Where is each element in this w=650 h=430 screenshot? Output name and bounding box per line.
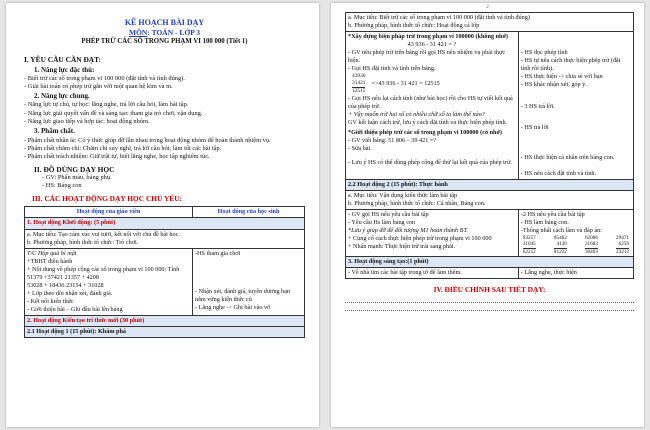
text-line: - GV gọi HS nêu yêu cầu bài tập xyxy=(348,210,429,218)
text-line: - Phẩm chất trách nhiệm: Giữ trật tự, biết lắng nghe, học tập nghiêm túc. xyxy=(24,153,210,161)
text-line: - GV viết bảng: 51 806 – 39 421 =? xyxy=(348,137,437,144)
text-line: - HS đọc phép tính xyxy=(520,49,568,57)
section-3-title: III. CÁC HOẠT ĐỘNG DẠY HỌC CHỦ YẾU: xyxy=(32,193,183,203)
activity-1-title: 1. Hoạt động Khởi động: (5 phút) xyxy=(25,218,305,229)
text-line: -2 HS nêu yêu cầu bài tập xyxy=(520,210,585,218)
text-line: - HS thực hiện -> chia sẻ với bạn xyxy=(520,73,603,81)
calc-line: 31421 xyxy=(352,80,366,87)
text-line: - 3 HS trả lời. xyxy=(520,103,555,111)
note-line: *Lưu ý giúp đỡ để đối tượng M1 hoàn thành BT. xyxy=(348,227,468,234)
column-subtraction xyxy=(523,235,536,255)
calc-line: 43936 xyxy=(352,73,366,80)
teacher-column-header: Hoạt động của giáo viên xyxy=(25,207,193,218)
teacher-cell xyxy=(346,209,519,256)
difference: 30403 xyxy=(584,248,598,255)
text-line: - Năng lực giải quyết vấn đề và sáng tạo: tham gia trò chơi, vận dụng. xyxy=(24,109,203,117)
section-1-1-title: 1. Năng lực đặc thù: xyxy=(34,65,95,74)
answer-calculations xyxy=(521,235,631,255)
subsection-title: *Giới thiệu phép trừ các số trong phạm vi 100000 (có nhớ) xyxy=(348,128,502,136)
expression: 43 936 - 31 421 = ? xyxy=(407,41,457,49)
subtrahend: 31045 xyxy=(522,241,536,248)
difference: 81232 xyxy=(553,248,567,255)
text-line: a. Mục tiêu: Tạo cảm xúc vui tươi, kết nối với chủ đề bài học. xyxy=(27,230,180,238)
text-line: - Phẩm chất chăm chỉ: Chăm chỉ suy nghĩ, trả lời câu hỏi; làm tốt các bài tập. xyxy=(24,144,222,152)
teacher-cell: - Về nhà tìm các bài tập trong tờ để làm thêm. xyxy=(346,267,519,278)
text-line: - Giải bài toán có phép trừ gắn với một quan hệ kim và m. xyxy=(24,83,173,91)
text-line: GV kết luận cách trừ, lưu ý cách đặt tính và thực hiện phép tính. xyxy=(348,118,508,126)
text-line: - Sửa bài. xyxy=(348,145,372,153)
text-line: T/C Hộp quà bí mật xyxy=(27,249,77,257)
subtrahend: 4130 xyxy=(554,241,567,248)
text-line: - Lắng nghe -> Ghi bài vào vở xyxy=(195,303,271,311)
subject-line xyxy=(24,28,305,38)
text-line: a. Mục tiêu: Biết trừ các số trong phạm vi 100 000 (đặt tính và tính đúng) xyxy=(348,14,530,21)
column-subtraction xyxy=(616,235,629,255)
column-subtraction xyxy=(585,235,598,255)
text-line: b. Phương pháp, hình thức tổ chức: Trò chơi. xyxy=(27,238,139,246)
activity-2-2-goals xyxy=(346,190,634,209)
minuend: 29471 xyxy=(616,235,629,242)
text-line: - Kết nối kiến thức xyxy=(27,298,74,306)
activity-2-1-goals xyxy=(346,13,634,32)
text-line: - Yêu cầu Hs làm bảng con xyxy=(348,218,416,226)
text-line: -HS tham gia chơi xyxy=(195,249,241,257)
text-line: - Năng lực tự chủ, tự học: lắng nghe, trả lời câu hỏi, làm bài tập. xyxy=(24,101,189,109)
calc-line: 12515 xyxy=(352,87,366,94)
text-line: - HS thực hiện cá nhân trên bảng con. xyxy=(520,153,615,161)
student-cell xyxy=(518,32,633,180)
minuend: 62086 xyxy=(584,235,598,242)
student-column-header: Hoạt động của học sinh xyxy=(193,207,305,218)
subsection-title: *Xây dựng biện pháp trừ trong phạm vi 100000 (không nhớ) xyxy=(348,33,508,41)
text-line: - HS khác nhận xét, góp ý. xyxy=(520,81,587,89)
document-page-2 xyxy=(331,3,644,427)
subtrahend: 31683 xyxy=(584,241,598,248)
text-line: - Nhận xét, đánh giá, tuyên dương bạn nắm vững kiến thức cũ xyxy=(195,287,291,303)
text-line: - HS trả lời xyxy=(520,123,549,131)
teacher-cell xyxy=(25,248,193,316)
text-line: +TBHT điều hành xyxy=(27,257,73,265)
text-line: - Lưu ý HS có thể dùng phép cộng để thử lại kết quả của phép trừ. xyxy=(348,159,512,167)
activity-2-title: 2. Hoạt động Kiến tạo tri thức mới (30 phút) xyxy=(25,316,305,327)
text-line: - GV nêu phép trừ trên bảng rồi gọi HS nêu nhiệm vụ phải thực hiện. xyxy=(348,49,506,65)
student-cell xyxy=(193,248,305,316)
text-line: - HS nêu cách đặt tính và tính. xyxy=(520,169,597,177)
text-line: - HS: Bảng con xyxy=(42,182,82,190)
activities-table xyxy=(24,206,305,338)
section-4-title: IV. ĐIỀU CHỈNH SAU TIẾT DẠY: xyxy=(433,284,546,294)
text-line: + Nội dung về phép cộng các số trong phạm vi 100 000: Tính xyxy=(27,265,180,273)
dotted-line xyxy=(345,305,634,311)
document-page-1 xyxy=(6,3,319,427)
minuend: 93257 xyxy=(522,235,536,242)
text-line: 51379 +37421 21357 + 4208 xyxy=(27,273,99,281)
column-calculation xyxy=(348,73,516,94)
text-line: b. Phương pháp, hình thức tổ chức: Cá nhân, Bảng con. xyxy=(348,199,486,207)
text-line: 53028 + 18436 23154 + 31028 xyxy=(27,281,104,289)
text-line: - Biết trừ các số trong phạm vi 100 000 (đặt tính và tính đúng). xyxy=(24,74,185,82)
dotted-line xyxy=(345,297,634,303)
activity-1-goals xyxy=(25,229,305,248)
page-number: 2 xyxy=(486,5,489,10)
student-cell: - Lắng nghe, thực hiện xyxy=(518,267,633,278)
section-1-2-title: 2. Năng lực chung. xyxy=(34,92,90,101)
text-line: - HS làm bảng con. xyxy=(520,218,569,226)
subtrahend: 6259 xyxy=(616,241,629,248)
minuend: 85462 xyxy=(553,235,567,242)
column-subtraction xyxy=(554,235,567,255)
teacher-cell xyxy=(346,32,519,180)
text-line: a. Mục tiêu: Vận dụng kiến thức làm bài tập xyxy=(348,191,458,199)
subject-value: : TOÁN - LỚP 3 xyxy=(147,28,200,38)
section-2-title: II. ĐỒ DÙNG DẠY HỌC xyxy=(34,164,115,174)
text-line: - GV: Phấn màu, bảng phụ. xyxy=(42,174,112,182)
student-cell xyxy=(518,209,633,256)
text-line: - Giới thiệu bài – Ghi đầu bài lên bảng xyxy=(27,306,123,314)
text-line: - Gọi HS đặt tính và tính trên bảng. xyxy=(348,65,436,73)
text-line: + Nhấn mạnh: Thực hiện trừ trái sang phải. xyxy=(348,243,456,251)
text-line: - Phẩm chất nhân ái: Có ý thức giúp đỡ lẫn nhau trong hoạt động nhóm để hoàn thành nhiệm vụ. xyxy=(24,136,271,144)
section-1-title: I. YÊU CẦU CẦN ĐẠT: xyxy=(24,54,101,64)
text-line: b. Phương pháp, hình thức tổ chức: Hoạt động cả lớp xyxy=(348,22,480,30)
text-line: - Năng lực giao tiếp và hợp tác: hoạt động nhóm. xyxy=(24,118,150,126)
text-line: - HS tự nêu cách thực hiện phép trừ (đặt tính rồi tính). xyxy=(520,57,621,73)
lesson-title: PHÉP TRỪ CÁC SỐ TRONG PHẠM VI 100 000 (Tiết 1) xyxy=(81,38,248,46)
text-line: + Củng cố cách thực hiện phép trừ trong phạm vi 100 000 xyxy=(348,235,492,243)
difference: 23212 xyxy=(616,248,629,255)
activities-table-continued xyxy=(345,12,634,279)
text-line: -Thống nhất cách làm và đáp án: xyxy=(520,227,602,234)
text-line: - Gọi HS nêu lại cách tính (như bài học) rồi cho HS tự viết kết quả của phép trừ. xyxy=(348,94,513,110)
section-1-3-title: 3. Phẩm chất. xyxy=(34,127,75,136)
activity-2-2-title: 2.2 Hoạt động 2 (15 phút): Thực hành xyxy=(346,179,634,190)
note-line: + Vậy muốn trừ hai số có nhiều chữ số ta làm thế nào? xyxy=(348,110,485,118)
calc-result: =>43 936 - 31 421 = 12515 xyxy=(371,80,440,88)
plan-title: KẾ HOẠCH BÀI DẠY xyxy=(124,18,205,27)
activity-2-1-title: 2.1 Hoạt động 1 (15 phút): Khám phá xyxy=(25,327,305,338)
activity-3-title: 3. Hoạt động sáng tạo:(1 phút) xyxy=(346,256,634,267)
text-line: + Lớp theo dõi nhận xét, đánh giá. xyxy=(27,289,113,297)
difference: 62212 xyxy=(522,248,536,255)
subject-label: MÔN xyxy=(129,28,148,38)
